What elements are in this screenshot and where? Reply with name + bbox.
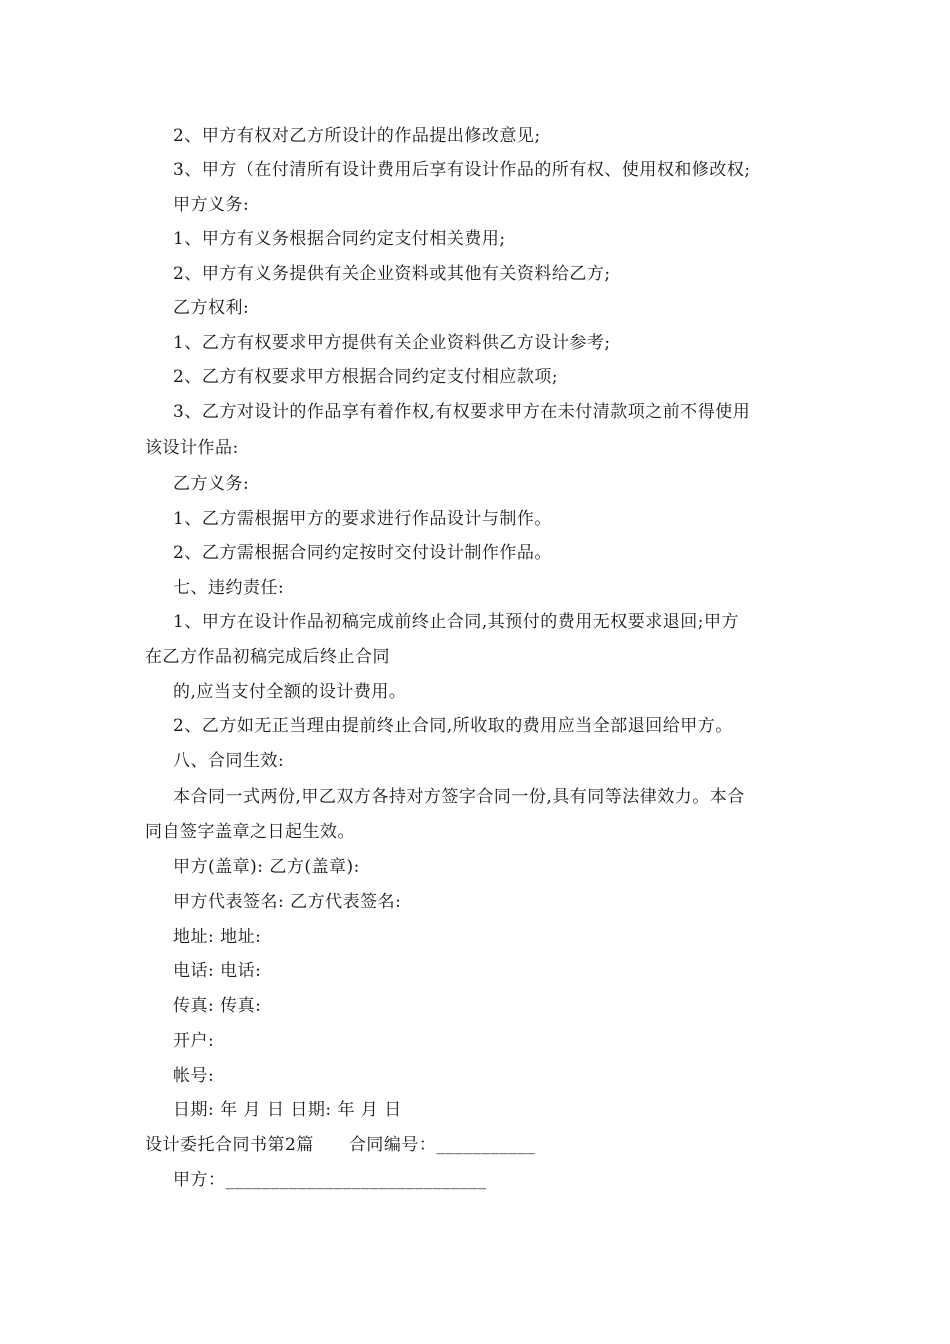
signature-line: 电话: 电话: (173, 961, 262, 981)
signature-line: 地址: 地址: (173, 927, 262, 947)
paragraph-line: 2、乙方有权要求甲方根据合同约定支付相应款项; (173, 367, 559, 387)
section-heading: 七、违约责任: (173, 578, 285, 598)
paragraph-line: 3、乙方对设计的作品享有着作权,有权要求甲方在未付清款项之前不得使用 (173, 402, 751, 422)
paragraph-line: 本合同一式两份,甲乙双方各持对方签字合同一份,具有同等法律效力。本合 (173, 787, 745, 807)
paragraph-line: 2、乙方如无正当理由提前终止合同,所收取的费用应当全部退回给甲方。 (173, 716, 733, 736)
paragraph-line: 同自签字盖章之日起生效。 (145, 822, 355, 842)
paragraph-line: 1、乙方有权要求甲方提供有关企业资料供乙方设计参考; (173, 333, 611, 353)
section-heading: 八、合同生效: (173, 751, 285, 771)
paragraph-line: 该设计作品: (145, 438, 239, 458)
contract-title-line: 设计委托合同书第2篇 合同编号：___________ (145, 1135, 536, 1155)
paragraph-line: 1、乙方需根据甲方的要求进行作品设计与制作。 (173, 509, 552, 529)
paragraph-line: 在乙方作品初稿完成后终止合同 (145, 647, 390, 667)
paragraph-line: 1、甲方有义务根据合同约定支付相关费用; (173, 229, 506, 249)
signature-line: 甲方代表签名: 乙方代表签名: (173, 892, 402, 912)
signature-line: 帐号: (173, 1066, 215, 1086)
paragraph-line: 2、乙方需根据合同约定按时交付设计制作作品。 (173, 543, 552, 563)
paragraph-line: 的,应当支付全额的设计费用。 (173, 682, 407, 702)
paragraph-line: 2、甲方有义务提供有关企业资料或其他有关资料给乙方; (173, 264, 611, 284)
signature-line: 日期: 年 月 日 日期: 年 月 日 (173, 1100, 402, 1120)
section-heading: 乙方义务: (173, 474, 250, 494)
section-heading: 甲方义务: (173, 195, 250, 215)
signature-line: 甲方(盖章): 乙方(盖章): (173, 857, 360, 877)
signature-line: 传真: 传真: (173, 996, 262, 1016)
signature-line: 开户: (173, 1031, 215, 1051)
paragraph-line: 1、甲方在设计作品初稿完成前终止合同,其预付的费用无权要求退回;甲方 (173, 612, 739, 632)
section-heading: 乙方权利: (173, 298, 250, 318)
paragraph-line: 2、甲方有权对乙方所设计的作品提出修改意见; (173, 126, 541, 146)
party-a-line: 甲方：_____________________________ (173, 1170, 487, 1190)
paragraph-line: 3、甲方（在付清所有设计费用后享有设计作品的所有权、使用权和修改权; (173, 160, 751, 180)
